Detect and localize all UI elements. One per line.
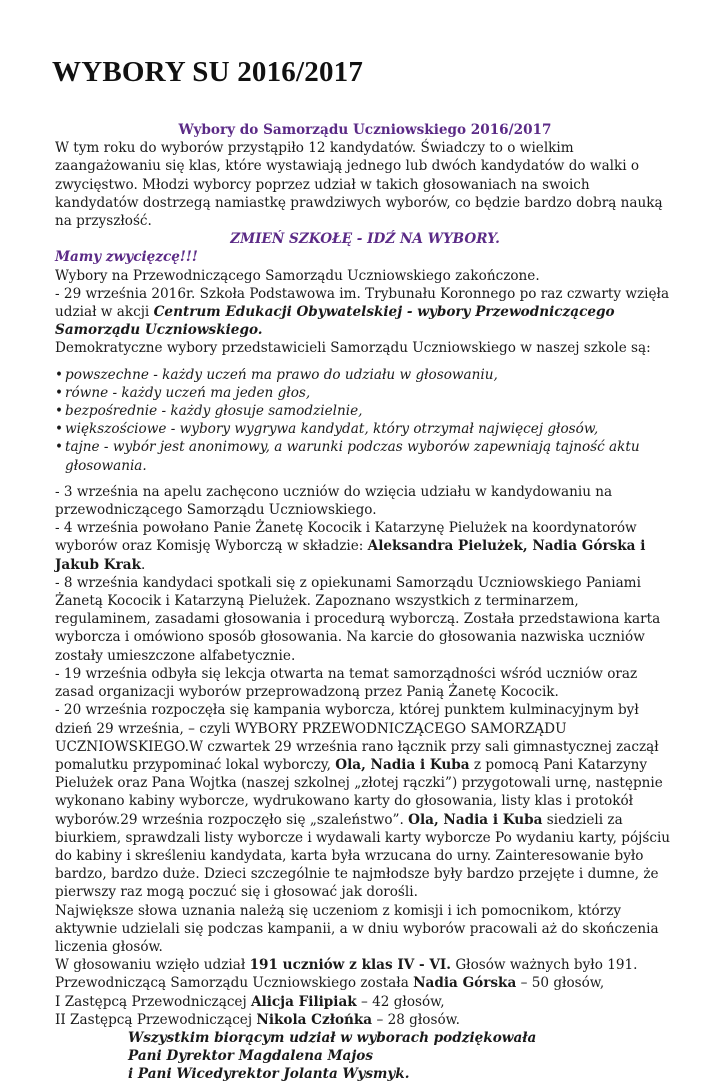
paragraph-text: siedzieli za biurkiem, sprawdzali listy wyborcze i wydawali karty wyborcze Po wydaniu karty, pójściu do kabiny i skreśleniu kandydata, karta była wrzucana do urny. Zainteresowanie było bardzo, bardzo duże. Dzieci szczególnie te najmłodsze były bardzo przejęte i dumne, że pierwszy raz mogą poczuć się i głosować jak dorośli. [55, 811, 671, 901]
paragraph-text: W głosowaniu wzięło udział [55, 957, 250, 974]
result-first-deputy [55, 993, 675, 1011]
paragraph-text: – 50 głosów, [516, 975, 605, 992]
principles-list [55, 366, 675, 475]
paragraph-text: Głosów ważnych było 191. [451, 957, 638, 974]
list-item: • tajne - wybór jest anonimowy, a warunki podczas wyborów zapewniają tajność aktu głosowania. [55, 438, 675, 474]
deputy-name: Nikola Człońka [256, 1011, 373, 1028]
winners-heading: Mamy zwycięzcę!!! [55, 249, 198, 266]
paragraph-elections-finished: Wybory na Przewodniczącego Samorządu Uczniowskiego zakończone. [55, 267, 540, 284]
helpers-names: Ola, Nadia i Kuba [335, 756, 470, 773]
paragraph-text: - 29 września 2016r. Szkoła Podstawowa im. Trybunału Koronnego po raz czwarty wzięła udział w akcji [55, 285, 670, 321]
paragraph-text: - 4 września powołano Panie Żanetę Kococik i Katarzynę Pielużek na koordynatorów wyborów oraz Komisję Wyborczą w składzie: [55, 520, 637, 555]
list-item: • bezpośrednie - każdy głosuje samodzielnie, [55, 402, 675, 420]
paragraph-sept-4 [55, 519, 675, 574]
paragraph-sept-8: - 8 września kandydaci spotkali się z opiekunami Samorządu Uczniowskiego Paniami Żanetą Kococik i Katarzyną Pielużek. Zapoznano wszystkich z terminarzem, regulaminem, zasadami głosowania i procedurą wyborczą. Została przedstawiona karta wyborcza i omówiono sposób głosowania. Na karcie do głosowania nazwiska uczniów zostały umieszczone alfabetycznie. [55, 574, 661, 664]
result-president [55, 974, 675, 992]
list-item: • równe - każdy uczeń ma jeden głos, [55, 384, 675, 402]
paragraph-text: Przewodniczącą Samorządu Uczniowskiego została [55, 975, 414, 992]
paragraph-principles: Demokratyczne wybory przedstawicieli Samorządu Uczniowskiego w naszej szkole są: [55, 340, 651, 357]
page-title: WYBORY SU 2016/2017 [52, 56, 364, 88]
article-body [55, 121, 675, 1084]
bold-action-name: Centrum Edukacji Obywatelskiej - wybory Przewodniczącego Samorządu Uczniowskiego. [55, 304, 615, 339]
intro-paragraph: W tym roku do wyborów przystąpiło 12 kandydatów. Świadczy to o wielkim zaangażowaniu się klas, które wystawiają jednego lub dwóch kandydatów do walki o zwycięstwo. Młodzi wyborcy poprzez udział w takich głosowaniach na swoich kandydatów dostrzegą namiastkę prawdziwych wyborów, co będzie bardzo dobrą nauką na przyszłość. [55, 140, 663, 230]
paragraph-text: . [140, 556, 146, 573]
slogan: ZMIEŃ SZKOŁĘ - IDŹ NA WYBORY. [230, 231, 500, 248]
paragraph-sept-20 [55, 701, 675, 901]
paragraph-text: II Zastępcą Przewodniczącej [55, 1011, 257, 1028]
paragraph-text: I Zastępcą Przewodniczącej [55, 993, 252, 1010]
paragraph-text: z pomocą Pani Katarzyny Pielużek oraz Pana Wojtka (naszej szkolnej „złotej rączki”) przygotowali urnę, następnie wykonano kabiny wyborcze, wydrukowano karty do głosowania, listy klas i protokół wyborów.29 września rozpoczęło się „szaleństwo”. [55, 756, 663, 828]
paragraph-recognition: Największe słowa uznania należą się uczeniom z komisji i ich pomocnikom, którzy aktywnie udzielali się podczas kampanii, a w dniu wyborów pracowali aż do skończenia liczenia głosów. [55, 902, 659, 955]
deputy-name: Alicja Filipiak [251, 993, 357, 1010]
winner-name: Nadia Górska [413, 975, 517, 992]
article-heading: Wybory do Samorządu Uczniowskiego 2016/2017 [178, 122, 552, 138]
paragraph-turnout [55, 956, 675, 974]
paragraph-school-action [55, 285, 675, 340]
thanks-line: Wszystkim biorącym udział w wyborach podziękowała [128, 1029, 537, 1046]
helpers-names: Ola, Nadia i Kuba [408, 811, 543, 828]
paragraph-text: – 42 głosów, [356, 993, 445, 1010]
list-item: • powszechne - każdy uczeń ma prawo do udziału w głosowaniu, [55, 366, 675, 384]
result-second-deputy [55, 1011, 675, 1029]
turnout-count: 191 uczniów z klas IV - VI. [249, 957, 451, 974]
thanks-line: Pani Dyrektor Magdalena Majos [128, 1048, 374, 1065]
paragraph-text: - 20 września rozpoczęła się kampania wyborcza, której punktem kulminacyjnym był dzień 29 września, – czyli WYBORY PRZEWODNICZĄCEGO SAMORZĄDU UCZNIOWSKIEGO.W czwartek 29 września rano łącznik przy sali gimnastycznej zaczął pomalutku przypominać lokal wyborczy, [55, 702, 659, 773]
commission-names: Aleksandra Pielużek, Nadia Górska i Jakub Krak [55, 538, 646, 573]
paragraph-text: – 28 głosów. [372, 1011, 460, 1028]
list-item: • większościowe - wybory wygrywa kandydat, który otrzymał najwięcej głosów, [55, 420, 675, 438]
paragraph-sept-3: - 3 września na apelu zachęcono uczniów do wzięcia udziału w kandydowaniu na przewodniczącego Samorządu Uczniowskiego. [55, 483, 613, 519]
thanks-line: i Pani Wicedyrektor Jolanta Wysmyk. [128, 1066, 410, 1083]
paragraph-sept-19: - 19 września odbyła się lekcja otwarta na temat samorządności wśród uczniów oraz zasad organizacji wyborów przeprowadzoną przez Panią Żanetę Kococik. [55, 665, 638, 701]
